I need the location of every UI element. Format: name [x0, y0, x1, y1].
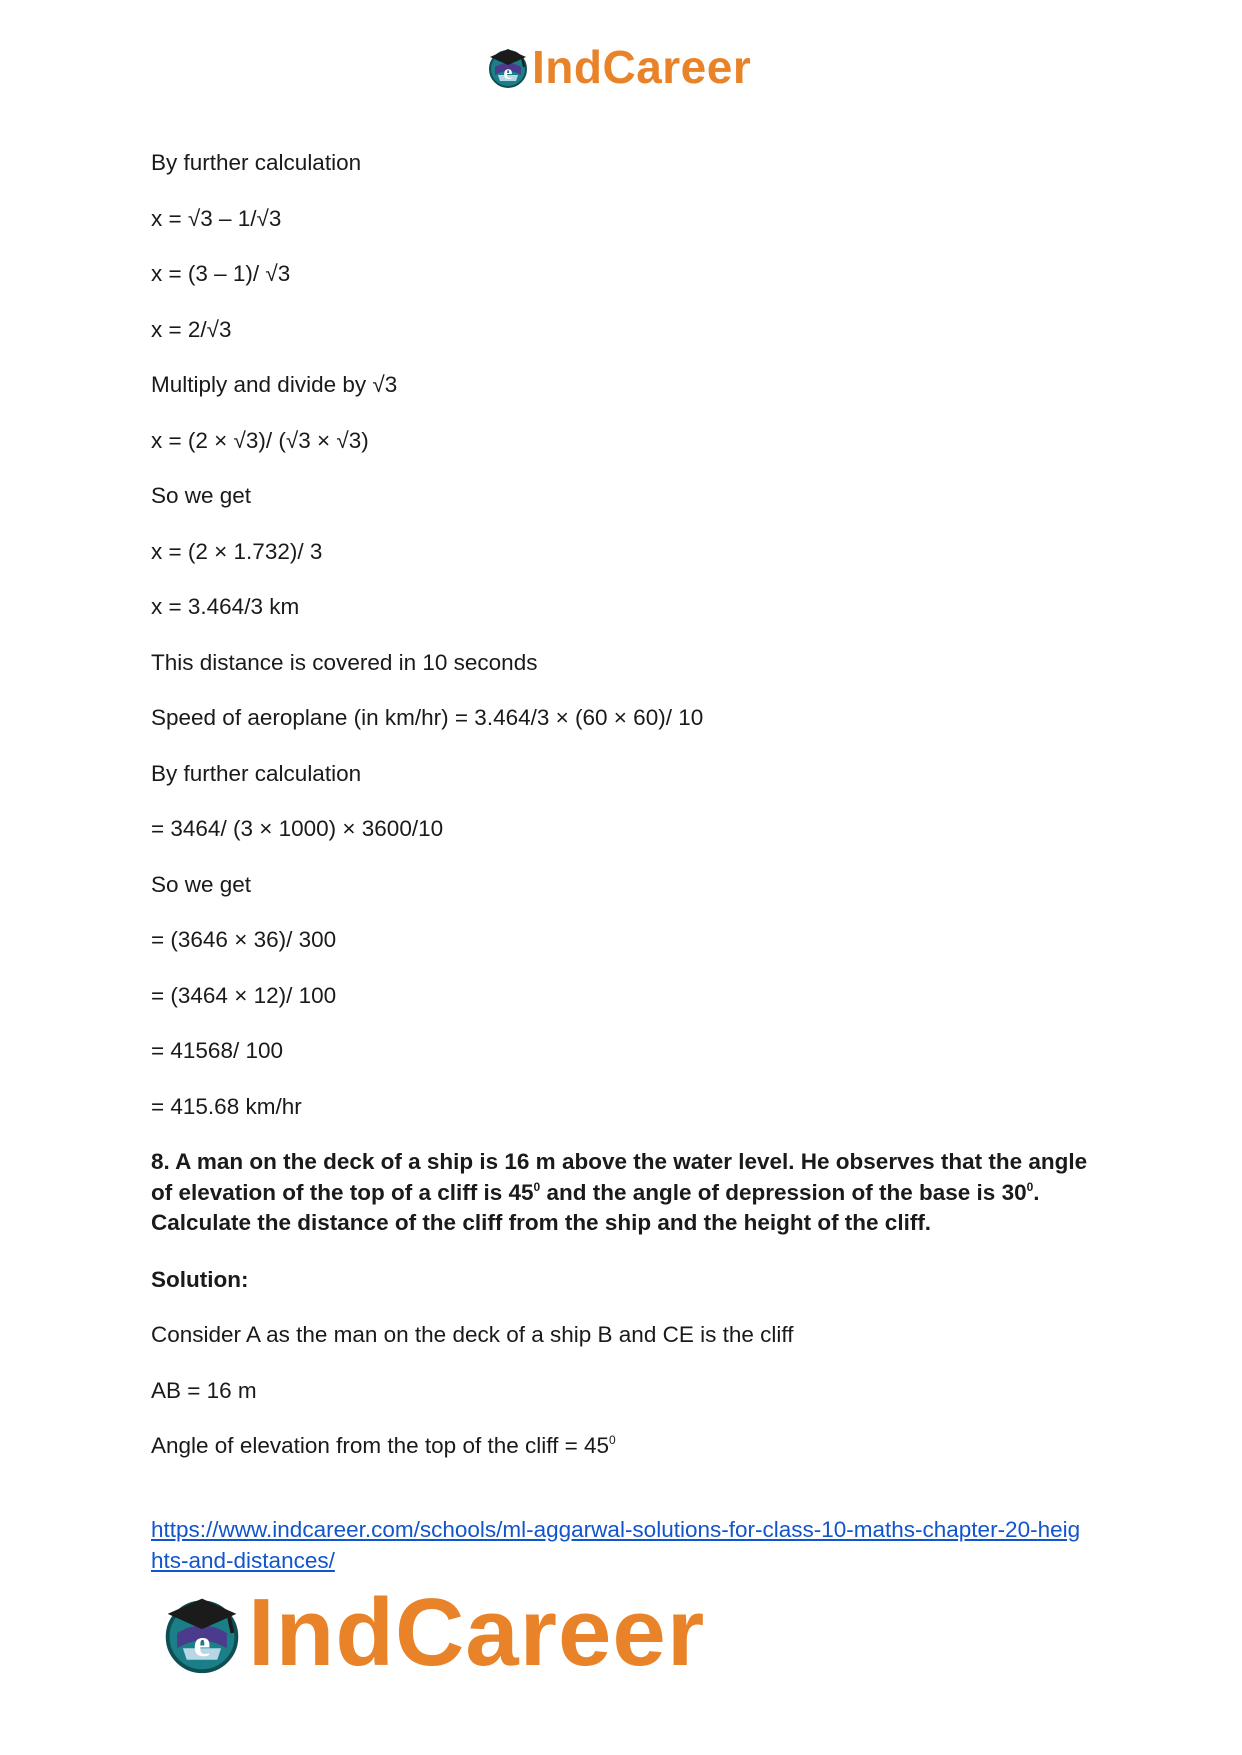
text-line: Consider A as the man on the deck of a ship B and CE is the cliff	[151, 1322, 794, 1347]
degree-superscript: 0	[609, 1433, 616, 1447]
text-line: Speed of aeroplane (in km/hr) = 3.464/3 × (60 × 60)/ 10	[151, 705, 704, 730]
text-line: x = 3.464/3 km	[151, 594, 300, 619]
text-line: So we get	[151, 483, 252, 508]
degree-superscript: 0	[533, 1179, 541, 1194]
logo-wordmark: IndCareer	[532, 41, 752, 93]
question-heading	[151, 1147, 1111, 1239]
footer-logo	[160, 1578, 705, 1688]
logo-wordmark: IndCareer	[248, 1579, 706, 1686]
text-line: So we get	[151, 871, 252, 897]
degree-superscript: 0	[1026, 1179, 1034, 1194]
svg-text:e: e	[193, 1622, 211, 1665]
graduation-cap-globe-icon	[160, 1591, 244, 1675]
elevation-text: Angle of elevation from the top of the cliff = 45	[151, 1433, 609, 1458]
text-line: x = (2 × √3)/ (√3 × √3)	[151, 427, 369, 453]
text-line: By further calculation	[151, 150, 362, 175]
text-line: This distance is covered in 10 seconds	[151, 649, 538, 675]
text-line: x = √3 – 1/√3	[151, 205, 282, 231]
text-line: By further calculation	[151, 760, 362, 786]
text-line: = 3464/ (3 × 1000) × 3600/10	[151, 816, 444, 841]
graduation-cap-globe-icon	[486, 45, 530, 89]
source-link[interactable]: https://www.indcareer.com/schools/ml-aggarwal-solutions-for-class-10-maths-chapter-20-heights-and-distances/	[151, 1517, 1081, 1573]
text-line: AB = 16 m	[151, 1377, 257, 1403]
question-text: and the angle of depression of the base is 30	[540, 1179, 1027, 1205]
svg-text:e: e	[503, 62, 513, 84]
text-line: x = (3 – 1)/ √3	[151, 261, 291, 286]
text-line: = 415.68 km/hr	[151, 1093, 302, 1119]
text-line: Multiply and divide by √3	[151, 372, 398, 397]
header-logo	[486, 40, 751, 94]
text-line: = (3464 × 12)/ 100	[151, 982, 337, 1008]
text-line: x = (2 × 1.732)/ 3	[151, 538, 323, 564]
text-line: x = 2/√3	[151, 316, 232, 342]
text-line: = (3646 × 36)/ 300	[151, 927, 337, 952]
solution-label: Solution:	[151, 1266, 249, 1292]
question-text: 8. A man on the deck of a ship is 16 m above the water level. He observes that the angle of elevation of the top of a cliff is 45	[151, 1149, 1088, 1205]
document-body	[151, 148, 1111, 1487]
question-text: . Calculate the distance of the cliff from the ship and the height of the cliff.	[151, 1179, 1040, 1235]
text-line	[151, 1431, 1111, 1461]
text-line: = 41568/ 100	[151, 1038, 284, 1063]
